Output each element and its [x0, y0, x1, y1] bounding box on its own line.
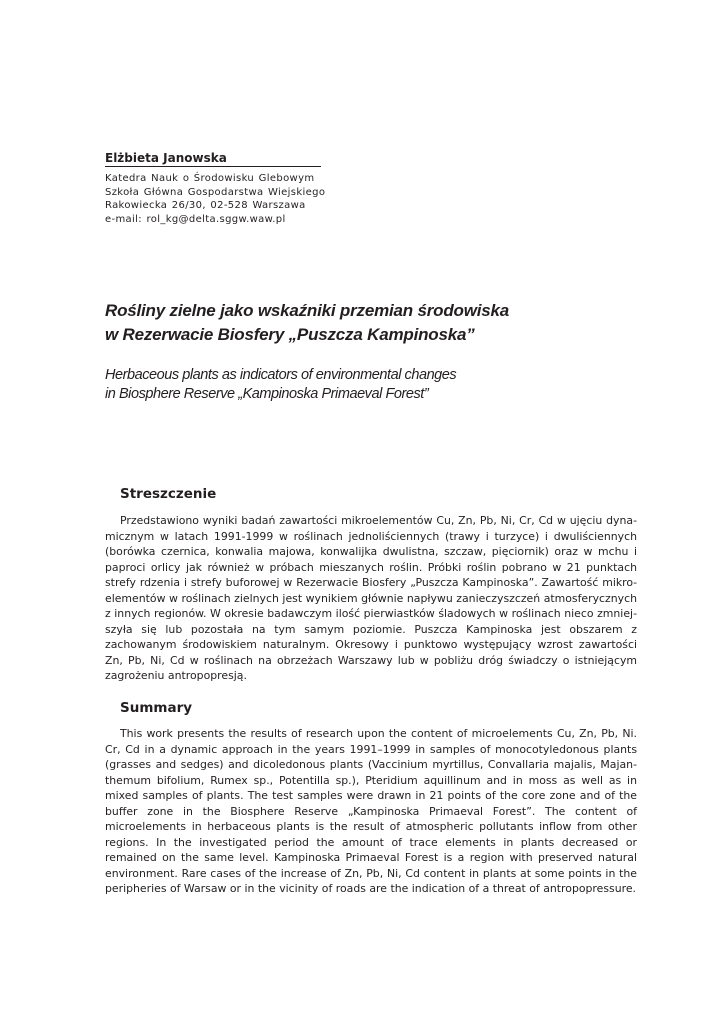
affiliation-university: Szkoła Główna Gospodarstwa Wiejskiego [105, 186, 326, 198]
paper-title-english [105, 366, 645, 404]
title-pl-line-2: w Rezerwacie Biosfery „Puszcza Kampinoska” [105, 325, 475, 344]
author-affiliation [105, 172, 325, 226]
summary-heading: Summary [120, 700, 193, 716]
affiliation-email: e-mail: rol_kg@delta.sggw.waw.pl [105, 213, 286, 225]
summary-abstract-text: This work presents the results of research upon the content of microelements Cu, Zn, Pb, Ni. Cr, Cd in a dynamic approach in the years 1991–1999 in samples of monocotyledonous plants (grasses and sedges) and dicoledonous plants (Vaccinium myrtillus, Convallaria majalis, Majanthemum bifolium, Rumex sp., Potentilla sp.), Pteridium aquillinum and in moss as well as in mixed samples of plants. The test samples were drawn in 21 points of the core zone and of the buffer zone in the Biosphere Reserve „Kampinoska Primaeval Forest”. The content of microelements in herbaceous plants is the result of atmospheric pollutants inflow from other regions. In the investigated period the amount of trace elements in plants decreased or remained on the same level. Kampinoska Primaeval Forest is a region with preserved natural environment. Rare cases of the increase of Zn, Pb, Ni, Cd content in plants at some points in the peripheries of Warsaw or in the vicinity of roads are the indication of a threat of antropopressure. [105, 727, 637, 896]
affiliation-address: Rakowiecka 26/30, 02-528 Warszawa [105, 200, 306, 211]
streszczenie-abstract-text: Przedstawiono wyniki badań zawartości mikroelementów Cu, Zn, Pb, Ni, Cr, Cd w ujęciu dynamicznym w latach 1991-1999 w roślinach jednoliściennych (trawy i turzyce) i dwuliściennych (borówka czernica, konwalia majowa, konwalijka dwulistna, szczaw, pięciornik) oraz w mchu i paproci orlicy jak również w próbach mieszanych roślin. Próbki roślin pobrano w 21 punktach strefy rdzenia i strefy buforowej w Rezerwacie Biosfery „Puszcza Kampinoska”. Zawartość mikroelementów w roślinach zielnych jest wynikiem głównie napływu zanieczyszczeń atmosferycznych z innych regionów. W okresie badawczym ilość pierwiastków śladowych w roślinach nieco zmniejszyła się lub pozostała na tym samym poziomie. Puszcza Kampinoska jest obszarem z zachowanym środowiskiem naturalnym. Okresowy i punktowo występujący wzrost zawartości Zn, Pb, Ni, Cd w roślinach na obrzeżach Warszawy lub w pobliżu dróg świadczy o istniejącym zagrożeniu antropopresją. [105, 514, 637, 683]
affiliation-department: Katedra Nauk o Środowisku Glebowym [105, 173, 315, 184]
title-pl-line-1: Rośliny zielne jako wskaźniki przemian środowiska [105, 301, 510, 320]
streszczenie-heading: Streszczenie [120, 486, 217, 502]
title-en-line-2: in Biosphere Reserve „Kampinoska Primaeval Forest” [105, 386, 429, 402]
author-underline-divider [105, 166, 321, 167]
paper-title-polish [105, 299, 645, 347]
author-name: Elżbieta Janowska [105, 151, 227, 165]
title-en-line-1: Herbaceous plants as indicators of environmental changes [105, 367, 457, 383]
